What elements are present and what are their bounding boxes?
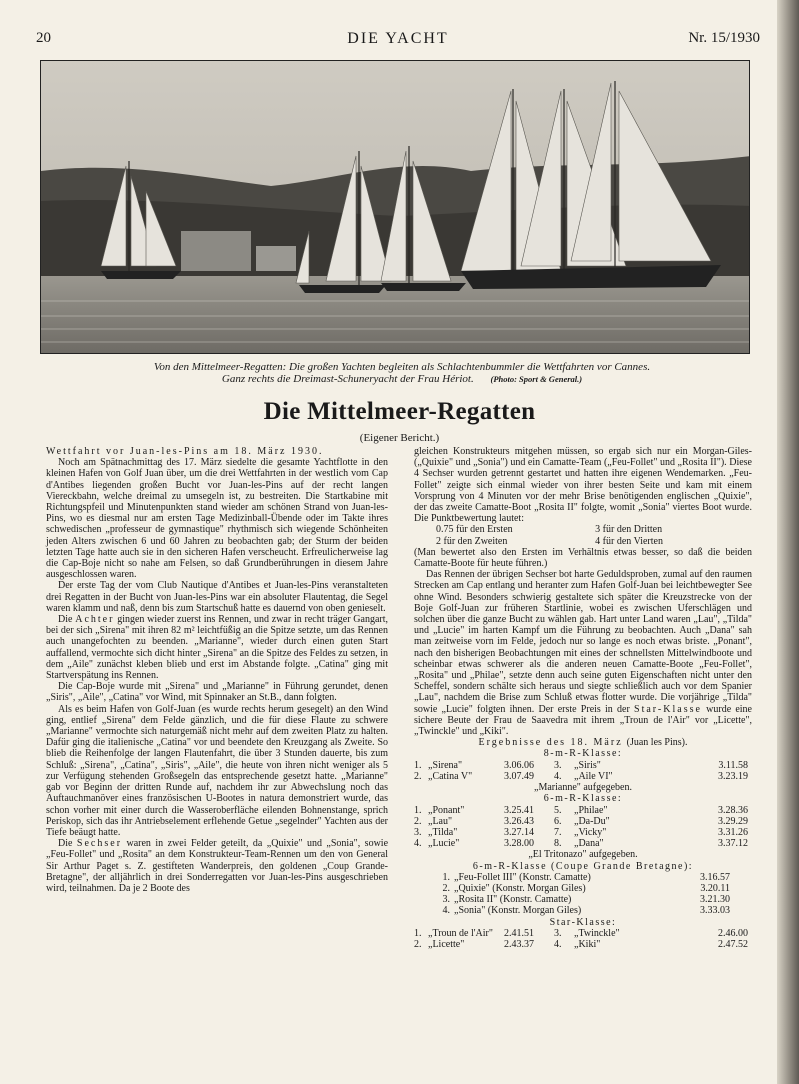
time: 3.11.58 [718,759,748,771]
table-row [414,872,752,883]
rank: 3. [554,927,562,939]
yacht-name: „Philae" [574,804,608,816]
article-subtitle: (Eigener Bericht.) [359,432,440,444]
paragraph: Noch am Spätnachmittag des 17. März siedelte die gesamte Yachtflotte in den kleinen Hafen von Golf Juan über, um die drei Wettfahrten in der westlich vom Cap d'Antibes liegenden großen Bucht vor Juan-les-Pins auf der recht langen Viereckbahn, welche dreimal zu umsegeln ist, zu bestreiten. Die Startkabine mit Richtungspfeil und Minutenpunkten stand wieder am schönen Strand von Juan-les-Pins, wo es diesmal nur am ersten Tage Medizinball-Übende oder im Takte ihres schwedischen „professeur de gymnastique" rhythmisch sich wiegende Schönheiten jeden Alters zwischen 6 und 60 Jahren zu beobachten gab; der Sturm der beiden letzten Tage hatte auch sie in den sicheren Hafen verscheucht. Erfreulicherweise lag die Cap-Boje nicht so nahe am Felsen, so daß Grundberührungen in diesem Jahre ausgeschlossen waren. [46,457,388,581]
rank: 1. [414,759,422,771]
results-table-coupe [414,872,752,917]
paragraph: (Man bewertet also den Ersten im Verhältnis etwas besser, so daß die beiden Camatte-Boote für heute führen.) [414,546,752,570]
table-row [436,524,736,535]
table-row [414,883,752,894]
results-location: (Juan les Pins). [626,737,688,749]
rank: 2. [414,938,422,950]
class-name: Achter [75,614,115,626]
table-row [414,760,752,771]
table-row [414,894,752,905]
time: 2.43.37 [504,938,534,950]
rank: 2. [414,770,422,782]
table-row [414,905,752,916]
paragraph: Die Cap-Boje wurde mit „Sirena" und „Marianne" in Führung gerundet, denen „Siris", „Aile", „Catina" vor Wind, mit Spinnaker an St.B., dann folgten. [46,681,388,704]
paragraph: Als es beim Hafen von Golf-Juan (es wurde rechts herum gesegelt) an den Wind ging, entlief „Sirena" dem Felde gänzlich, und die für diese Flaute zu schwere „Marianne" vermochte sich naturgemäß nicht mehr auf dem zweiten Platz zu halten. Dafür ging die italienische „Catina" vor und beendete den Kreuzgang als Zweite. So blieb die Reihenfolge der langen Flautenfahrt, die über 3 Stunden dauerte, bis zum Schluß: „Sirena", „Catina", „Siris", „Aile", die heute von ihren nicht weniger als 5 zur Verfügung stehenden Großsegeln das entsprechende gesetzt hatte. „Marianne" gab vor Beginn der dritten Runde auf, nachdem ihr zur Abwechslung noch das Auftauchmanöver eines französischen U-Bootes in natura demonstriert wurde, das schon vorher mit einer durch die Wasseroberfläche eilenden Bohnenstange, sprich Periskop, sich das ihr Antriebselement erflehende Getue „segelnder" Yachten aus der Tiefe beäugt hatte. [46,703,388,838]
rank: 1. [442,871,450,883]
yacht-name: „Aile VI" [574,770,613,782]
table-row [436,536,736,547]
rank: 2. [414,815,422,827]
photo-caption [54,361,750,385]
paragraph: Der erste Tag der vom Club Nautique d'Antibes et Juan-les-Pins veranstalteten drei Regatten in der Bucht von Juan-les-Pins war ein absoluter Flautentag, die Segel waren klamm und naß, denn bis zum Startschuß hatte es dauernd von oben genieselt. [46,580,388,614]
points-table [436,524,736,546]
page-number: 20 [36,30,51,46]
paragraph [46,838,388,894]
time: 3.21.30 [700,894,730,906]
results-title: Ergebnisse des 18. März [478,737,623,749]
table-row [414,827,752,838]
yacht-name: „Troun de l'Air" [428,927,493,939]
time: 3.26.43 [504,815,534,827]
paragraph [414,569,752,737]
dateline: Wettfahrt vor Juan-les-Pins am 18. März 1930. [46,446,324,457]
result-note: „El Tritonazo" aufgegeben. [528,849,638,861]
caption-line-2 [54,373,750,385]
time: 3.27.14 [504,826,534,838]
table-cell: 3 für den Dritten [595,524,663,536]
time: 2.46.00 [718,927,748,939]
class-heading: Star-Klasse: [549,916,617,928]
photo-illustration [41,61,750,354]
table-row [414,771,752,782]
time: 3.33.03 [700,905,730,917]
rank: 4. [554,770,562,782]
time: 3.07.49 [504,770,534,782]
yacht-name: „Sirena" [428,759,463,771]
table-row [414,939,752,950]
rank: 5. [554,804,562,816]
class-name: Sechser [76,838,123,850]
yacht-name: „Da-Du" [574,815,610,827]
yacht-name: „Dana" [574,838,604,850]
rank: 7. [554,826,562,838]
yacht-name: „Feu-Follet III" (Konstr. Camatte) [454,871,591,883]
photo-credit: (Photo: Sport & General.) [490,374,583,384]
sailing-yachts-photo [40,60,750,354]
class-heading: 6-m-R-Klasse (Coupe Grande Bretagne): [472,860,694,872]
time: 3.20.11 [700,882,730,894]
caption-line-2-text: Ganz rechts die Dreimast-Schuneryacht der Frau Hériot. [221,373,474,385]
yacht-name: „Ponant" [428,804,465,816]
paragraph-lead: Die [58,614,73,626]
table-row [414,928,752,939]
issue-number: Nr. 15/1930 [688,30,760,46]
rank: 4. [414,838,422,850]
yacht-name: „Siris" [574,759,601,771]
results-table-8m [414,760,752,782]
magazine-title: DIE YACHT [347,30,449,47]
time: 3.23.19 [718,770,748,782]
paragraph-text: gingen wieder zuerst ins Rennen, und zwar in recht träger Gangart, bei der sich „Sirena" mit ihren 82 m² leichtfüßig an die Spitze setzte, um das Rennen auch unangefochten zu beenden. „Marianne", wieder durch einen guten Start auffallend, vermochte sich dicht hinter „Sirena" an die Spitze des Feldes zu setzen, in dem „Aile" zunächst kleben blieb und erst im Abstande folgte. „Catina" ging mit Startverspätung ins Rennen. [46,614,389,682]
paragraph-text: waren in zwei Felder geteilt, da „Quixie" und „Sonia", sowie „Feu-Follet" und „Rosita" an dem Konstrukteur-Team-Rennen um den von General Sir Arthur Paget s. Z. gestifteten Wanderpreis, den goldenen „Coup Grande-Bretagne", der alljährlich in drei Sonderregatten vor Juan-les-Pins ausgeschrieben wird, teilnahmen. Da je 2 Boote des [46,838,389,894]
table-cell: 0.75 für den Ersten [436,524,513,536]
table-cell: 4 für den Vierten [595,535,663,547]
yacht-name: „Licette" [428,938,465,950]
rank: 8. [554,838,562,850]
yacht-name: „Kiki" [574,938,601,950]
results-table-star [414,928,752,950]
yacht-name: „Sonia" (Konstr. Morgan Giles) [454,905,582,917]
time: 2.47.52 [718,938,748,950]
yacht-name: „Lucie" [428,838,460,850]
rank: 3. [414,826,422,838]
rank: 1. [414,927,422,939]
yacht-name: „Catina V" [428,770,473,782]
results-table-6m [414,805,752,850]
paragraph-lead: Die [58,838,73,850]
caption-line-1: Von den Mittelmeer-Regatten: Die großen Yachten begleiten als Schlachtenbummler die Wettfahrten vor Cannes. [153,361,651,373]
page-header [36,30,760,52]
time: 3.37.12 [718,838,748,850]
table-cell: 2 für den Zweiten [436,535,508,547]
time: 2.41.51 [504,927,534,939]
table-row [414,838,752,849]
yacht-name: „Vicky" [574,826,607,838]
time: 3.25.41 [504,804,534,816]
class-heading: 6-m-R-Klasse: [543,793,623,805]
paragraph [46,614,388,681]
article-column-left [46,446,388,894]
paragraph: gleichen Konstrukteurs mitgehen müssen, so ergab sich nur ein Morgan-Giles- („Quixie" und „Sonia") und ein Camatte-Team („Feu-Follet" und „Rosita II"). Diese 4 Sechser wurden getrennt gestartet und hatten ihre eigenen Wendemarken. „Feu-Follet" zeigte sich einmal wieder von ihrer besten Seite und kam mit einem Vorsprung von 4 Minuten vor der mehr Brise benötigenden englischen „Quixie", der das zweite Camatte-Boot „Rosita II" folgte, womit „Sonia" viertes Boot wurde. Die Punktbewertung lautet: [414,446,752,525]
result-note: „Marianne" aufgegeben. [534,782,632,794]
time: 3.29.29 [718,815,748,827]
class-name: Star-Klasse [634,703,702,715]
rank: 3. [442,894,450,906]
yacht-name: „Tilda" [428,826,458,838]
rank: 6. [554,815,562,827]
paragraph-text: wurde eine sichere Beute der Frau de Saavedra mit ihrem „Troun de l'Air" vor „Licette", „Twinckle" und „Kiki". [414,703,753,738]
results-heading [414,737,752,748]
rank: 4. [442,905,450,917]
yacht-name: „Lau" [428,815,453,827]
rank: 1. [414,804,422,816]
paragraph-text: Das Rennen der übrigen Sechser bot harte Geduldsproben, zumal auf den raumen Strecken am Cap entlang und heranter zum Hafen Golf-Juan bei leichtbewegter See ohne Wind. Besonders schwierig gestaltete sich später die Kreuzstrecke von der Boje Golf-Juan zur früheren Startlinie, wobei es zwischen Uferschlägen und solchen über die ganze Bucht zu wählen gab. Hart unter Land waren „Lau", „Tilda" und „Lucie" im harten Kampf um die Führung zu beobachten. Auch „Dana" sah man zeitweise vorn im Felde, jedoch nur so lange es noch etwas briste. „Ponant", nach den bisherigen Beobachtungen mit eines der schnellsten Mittelwindboote und scheinbar etwas schwerer als die anderen neuen Camatte-Boote „Feu-Follet", „Rosita" und „Philae", setzte denn auch seine guten Eigenschaften nicht unter den Scheffel, sondern schälte sich heraus und siegte schließlich auch vor dem Spanier „Lau", nachdem die Brise zum Schluß etwas flotter wurde. Die vorjährige „Tilda" sowie „Lucie" folgten ihnen. Der erste Preis in der [414,569,753,715]
page-edge-shadow [777,0,799,1084]
yacht-name: „Rosita II" (Konstr. Camatte) [454,894,572,906]
time: 3.31.26 [718,826,748,838]
time: 3.28.36 [718,804,748,816]
rank: 4. [554,938,562,950]
time: 3.16.57 [700,871,730,883]
time: 3.06.06 [504,759,534,771]
rank: 3. [554,759,562,771]
time: 3.28.00 [504,838,534,850]
yacht-name: „Quixie" (Konstr. Morgan Giles) [454,882,586,894]
table-row [414,816,752,827]
class-heading: 8-m-R-Klasse: [543,748,623,760]
yacht-name: „Twinckle" [574,927,620,939]
rank: 2. [442,882,450,894]
table-row [414,805,752,816]
article-column-right [414,446,752,950]
article-title: Die Mittelmeer-Regatten [263,398,536,425]
